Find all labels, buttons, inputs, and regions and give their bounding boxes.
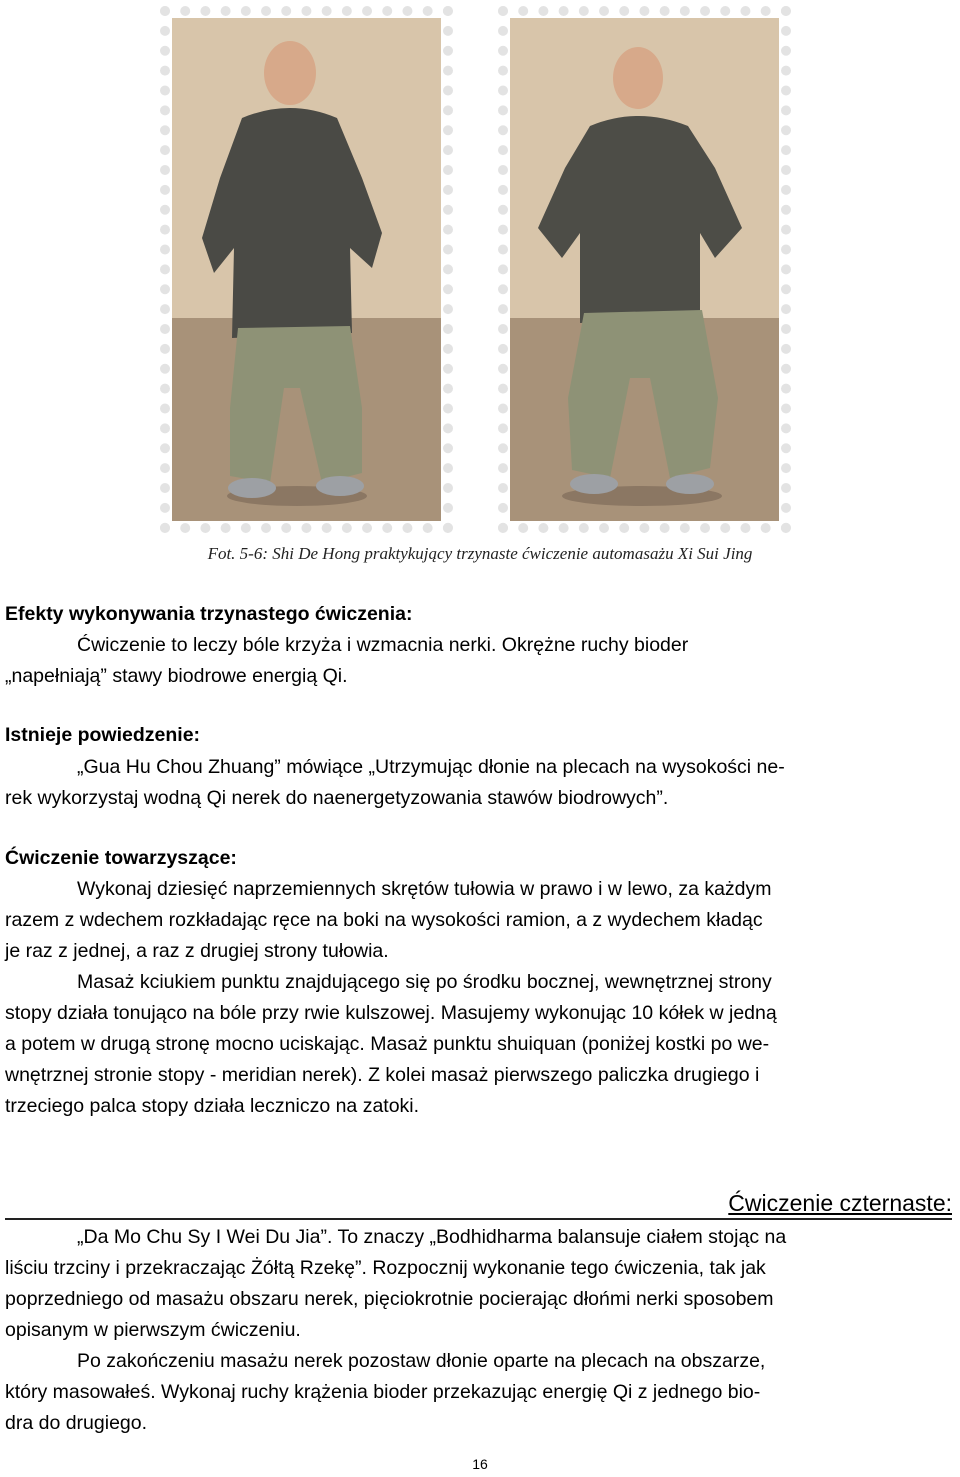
accompanying-p1-line-1: Wykonaj dziesięć naprzemiennych skrętów tułowia w prawo i w lewo, za każdym [77, 878, 772, 900]
page-number: 16 [472, 1456, 488, 1472]
photo-frame-right [498, 6, 791, 533]
accompanying-p2-line-3: a potem w drugą stronę mocno uciskając. Masaż punktu shuiquan (poniżej kostki po we- [5, 1033, 770, 1055]
accompanying-p2-line-1: Masaż kciukiem punktu znajdującego się po środku bocznej, wewnętrznej strony [77, 971, 772, 993]
photo-man-hands-on-hips [510, 18, 779, 521]
section-heading [5, 1188, 952, 1220]
fourteenth-p1-line-2: liściu trzciny i przekraczając Żółtą Rzekę”. Rozpocznij wykonanie tego ćwiczenia, tak jak [5, 1257, 766, 1279]
effects-line-2: „napełniają” stawy biodrowe energią Qi. [5, 665, 348, 687]
effects-text [5, 630, 957, 692]
effects-heading: Efekty wykonywania trzynastego ćwiczenia: [5, 603, 413, 625]
saying-text [5, 752, 957, 814]
photo-frame-left [160, 6, 453, 533]
saying-line-2: rek wykorzystaj wodną Qi nerek do naenergetyzowania stawów biodrowych”. [5, 787, 669, 809]
fourteenth-p1-line-1: „Da Mo Chu Sy I Wei Du Jia”. To znaczy „Bodhidharma balansuje ciałem stojąc na [77, 1226, 787, 1248]
saying-heading: Istnieje powiedzenie: [5, 724, 201, 746]
fourteenth-p1-line-4: opisanym w pierwszym ćwiczeniu. [5, 1319, 301, 1341]
figure-caption: Fot. 5-6: Shi De Hong praktykujący trzynaste ćwiczenie automasażu Xi Sui Jing [207, 544, 753, 563]
accompanying-p2-line-2: stopy działa tonująco na bóle przy rwie kulszowej. Masujemy wykonując 10 kółek w jedną [5, 1002, 777, 1024]
effects-line-1: Ćwiczenie to leczy bóle krzyża i wzmacnia nerki. Okrężne ruchy bioder [77, 634, 689, 656]
fourteenth-p2-line-1: Po zakończeniu masażu nerek pozostaw dłonie oparte na plecach na obszarze, [77, 1350, 766, 1372]
accompanying-p1-line-2: razem z wdechem rozkładając ręce na boki na wysokości ramion, a z wydechem kładąc [5, 909, 763, 931]
accompanying-heading: Ćwiczenie towarzyszące: [5, 847, 237, 869]
accompanying-p2-line-4: wnętrznej stronie stopy - meridian nerek). Z kolei masaż pierwszego paliczka drugiego i [5, 1064, 760, 1086]
accompanying-p1-line-3: je raz z jednej, a raz z drugiej strony tułowia. [5, 940, 389, 962]
accompanying-text [5, 874, 957, 1122]
accompanying-p2-line-5: trzeciego palca stopy działa leczniczo na zatoki. [5, 1095, 420, 1117]
section-heading-text: Ćwiczenie czternaste: [728, 1190, 952, 1216]
saying-line-1: „Gua Hu Chou Zhuang” mówiące „Utrzymując dłonie na plecach na wysokości ne- [77, 756, 785, 778]
fourteenth-p2-line-3: dra do drugiego. [5, 1412, 148, 1434]
fourteenth-p1-line-3: poprzedniego od masażu obszaru nerek, pięciokrotnie pocierając dłońmi nerki sposobem [5, 1288, 774, 1310]
fourteenth-text [5, 1222, 957, 1439]
photo-man-front-view [172, 18, 441, 521]
fourteenth-p2-line-2: który masowałeś. Wykonaj ruchy krążenia bioder przekazując energię Qi z jednego bio- [5, 1381, 761, 1403]
